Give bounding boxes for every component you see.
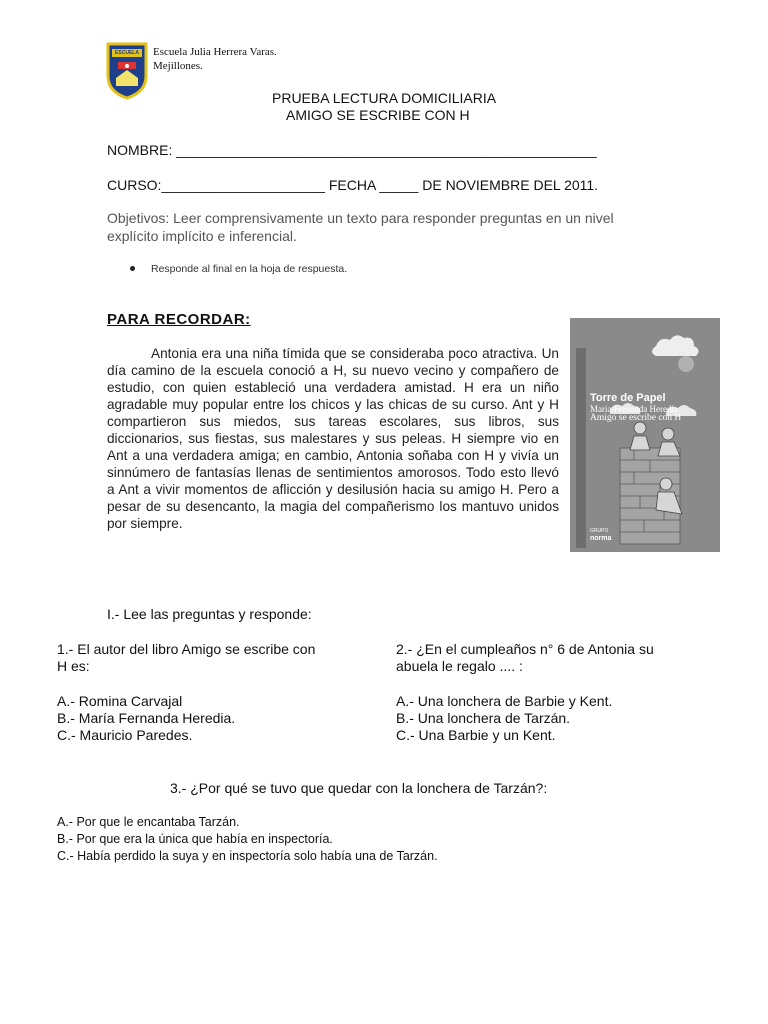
summary-text: Antonia era una niña tímida que se consideraba poco atractiva. Un día camino de la escuela conoció a H, su nuevo vecino y compañero de estudio, con quien estableció una verdadera amistad. H era un niño agradable muy popular entre los chicos y las chicas de su curso. Ant y H compartieron sus miedos, sus tareas escolares, sus libros, sus diccionarios, sus fiestas, sus malestares y sus peleas. H siempre vio en Ant a una verdadera amiga; en cambio, Antonia soñaba con H y vivía un sinnúmero de fantasías llenas de sentimientos amorosos. Todo esto llevó a Ant a vivir momentos de aflicción y desilusión hacia su amigo H. Pero a pesar de su desencanto, la magia del compañerismo los mantuvo unidos por siempre. [107, 346, 559, 531]
summary-paragraph [107, 345, 559, 532]
school-header [153, 45, 277, 73]
curso-fecha-field[interactable]: CURSO:_____________________ FECHA _____ DE NOVIEMBRE DEL 2011. [107, 177, 599, 193]
book-title-heading: AMIGO SE ESCRIBE CON H [286, 107, 470, 123]
question-3 [57, 814, 438, 865]
cover-series: Torre de Papel [590, 392, 666, 404]
question-2-option-b[interactable]: B.- Una lonchera de Tarzán. [396, 710, 571, 726]
instruction-text: Responde al final en la hoja de respuesta. [151, 263, 348, 275]
book-cover-image [570, 318, 720, 552]
question-1-option-b[interactable]: B.- María Fernanda Heredia. [57, 710, 236, 726]
objetivos-text: Objetivos: Leer comprensivamente un texto para responder preguntas en un nivel explícito implícito e inferencial. [107, 210, 614, 244]
logo-text: ESCUELA [115, 50, 139, 56]
question-2 [396, 641, 654, 744]
question-3-option-c[interactable]: C.- Había perdido la suya y en inspectoría solo había una de Tarzán. [57, 849, 438, 863]
question-2-option-c[interactable]: C.- Una Barbie y un Kent. [396, 727, 556, 743]
cover-publisher-small: GRUPO [590, 528, 609, 534]
question-2-option-a[interactable]: A.- Una lonchera de Barbie y Kent. [396, 693, 613, 709]
question-2-text-line1: 2.- ¿En el cumpleaños n° 6 de Antonia su [396, 641, 654, 657]
school-logo [106, 42, 148, 100]
question-2-text-line2: abuela le regalo .... : [396, 658, 523, 674]
question-1-text-line1: 1.- El autor del libro Amigo se escribe con [57, 641, 316, 657]
instruction-bullet [130, 263, 347, 275]
cover-title: Amigo se escribe con H [590, 413, 682, 423]
question-1 [57, 641, 315, 744]
question-1-option-a[interactable]: A.- Romina Carvajal [57, 693, 183, 709]
section-instructions: I.- Lee las preguntas y responde: [107, 606, 312, 622]
question-3-option-a[interactable]: A.- Por que le encantaba Tarzán. [57, 815, 240, 829]
section-heading-recordar: PARA RECORDAR: [107, 311, 251, 328]
bullet-icon [130, 266, 135, 271]
nombre-field[interactable]: NOMBRE: ______________________________________________________ [107, 142, 597, 158]
school-city: Mejillones. [153, 60, 203, 72]
question-1-option-c[interactable]: C.- Mauricio Paredes. [57, 727, 193, 743]
question-3-text: 3.- ¿Por qué se tuvo que quedar con la lonchera de Tarzán?: [170, 780, 548, 796]
test-title: PRUEBA LECTURA DOMICILIARIA [272, 90, 497, 106]
school-name: Escuela Julia Herrera Varas. [153, 46, 277, 58]
question-3-option-b[interactable]: B.- Por que era la única que había en inspectoría. [57, 832, 333, 846]
question-1-text-line2: H es: [57, 658, 90, 674]
cover-author: María Fernanda Heredia [590, 404, 678, 414]
cover-publisher: norma [590, 535, 612, 542]
